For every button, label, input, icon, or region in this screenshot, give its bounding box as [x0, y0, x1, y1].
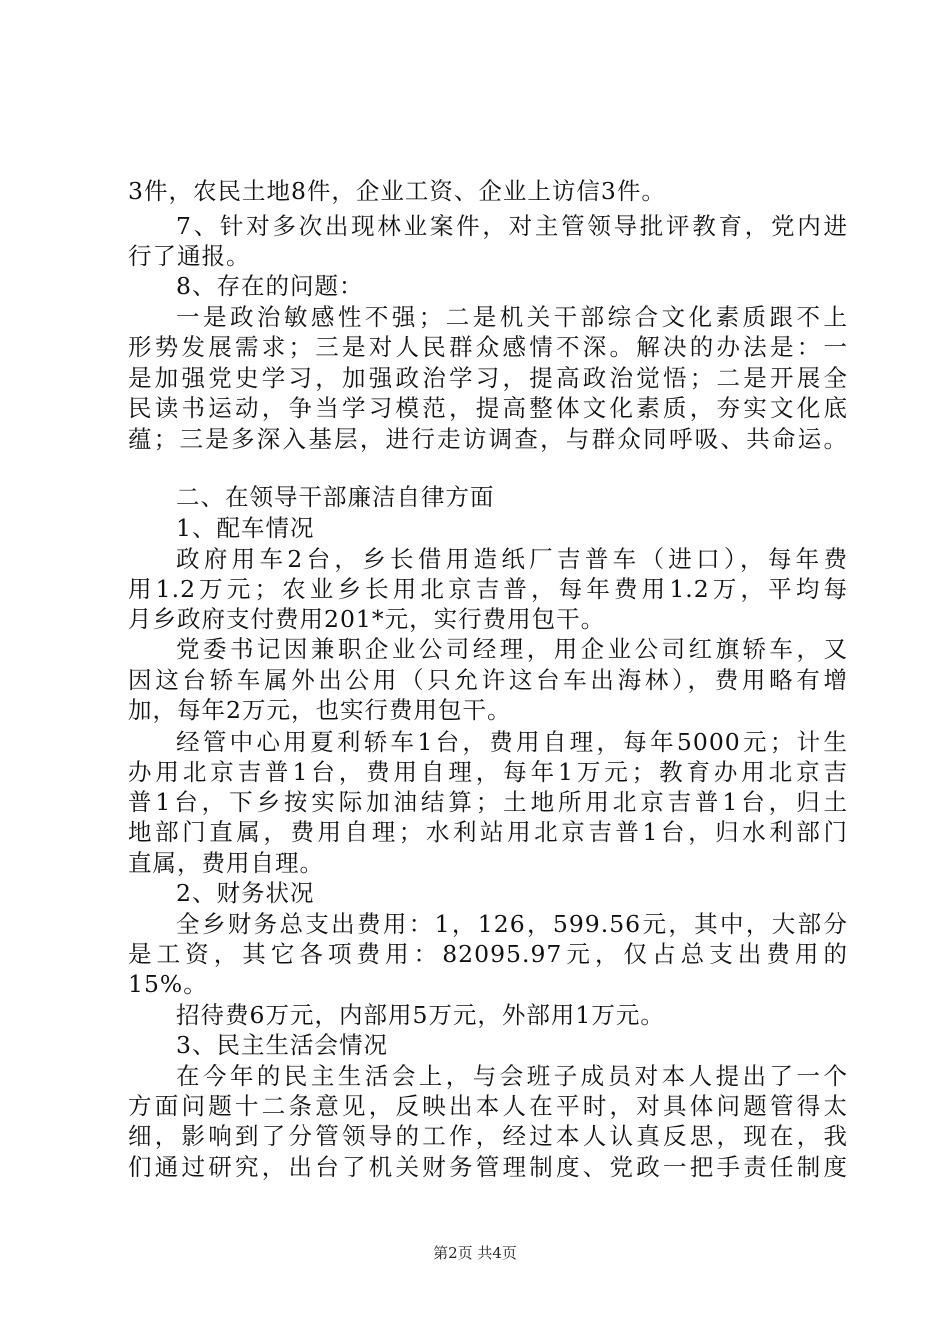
text-line: 15%。: [128, 970, 208, 998]
text-line: 形势发展需求；三是对人民群众感情不深。解决的办法是：一: [128, 333, 848, 361]
text-line: 党委书记因兼职企业公司经理，用企业公司红旗轿车，又: [176, 635, 848, 663]
text-line: 因这台轿车属外出公用（只允许这台车出海林），费用略有增: [128, 666, 848, 694]
text-line: 月乡政府支付费用201*元，实行费用包干。: [128, 605, 606, 633]
text-line: 全乡财务总支出费用：1，126，599.56元，其中，大部分: [176, 910, 848, 938]
text-line: 政府用车2台，乡长借用造纸厂吉普车（进口），每年费: [176, 545, 848, 573]
text-line: 办用北京吉普1台，费用自理，每年1万元；教育办用北京吉: [128, 758, 848, 786]
text-line: 民读书运动，争当学习模范，提高整体文化素质，夯实文化底: [128, 394, 848, 422]
text-line: 们通过研究，出台了机关财务管理制度、党政一把手责任制度: [128, 1153, 848, 1181]
subsection-heading: 2、财务状况: [176, 879, 315, 907]
subsection-heading: 1、配车情况: [176, 514, 315, 542]
text-line: 普1台，下乡按实际加油结算；土地所用北京吉普1台，归土: [128, 788, 848, 816]
text-line: 3件，农民土地8件，企业工资、企业上访信3件。: [128, 177, 666, 205]
text-line: 一是政治敏感性不强；二是机关干部综合文化素质跟不上: [176, 303, 848, 331]
text-line: 蕴；三是多深入基层，进行走访调查，与群众同呼吸、共命运。: [128, 425, 848, 453]
text-line: 加，每年2万元，也实行费用包干。: [128, 696, 512, 724]
page-footer: 第2页 共4页: [433, 1244, 517, 1262]
text-line: 是加强党史学习，加强政治学习，提高政治觉悟；二是开展全: [128, 364, 848, 392]
text-line: 直属，费用自理。: [128, 849, 324, 877]
text-line: 在今年的民主生活会上，与会班子成员对本人提出了一个: [176, 1062, 848, 1090]
text-line: 用1.2万元；农业乡长用北京吉普，每年费用1.2万，平均每: [128, 575, 848, 603]
text-line: 是工资，其它各项费用：82095.97元，仅占总支出费用的: [128, 940, 848, 968]
text-line: 7、针对多次出现林业案件，对主管领导批评教育，党内进: [176, 212, 848, 240]
text-line: 细，影响到了分管领导的工作，经过本人认真反思，现在，我: [128, 1122, 848, 1150]
text-line: 经管中心用夏利轿车1台，费用自理，每年5000元；计生: [176, 728, 848, 756]
subsection-heading: 3、民主生活会情况: [176, 1031, 388, 1059]
text-line: 行了通报。: [128, 242, 251, 270]
text-line: 招待费6万元，内部用5万元，外部用1万元。: [176, 1001, 665, 1029]
section-heading: 二、在领导干部廉洁自律方面: [176, 483, 495, 511]
text-line: 8、存在的问题：: [176, 272, 364, 300]
text-line: 方面问题十二条意见，反映出本人在平时，对具体问题管得太: [128, 1092, 848, 1120]
text-line: 地部门直属，费用自理；水利站用北京吉普1台，归水利部门: [128, 818, 848, 846]
